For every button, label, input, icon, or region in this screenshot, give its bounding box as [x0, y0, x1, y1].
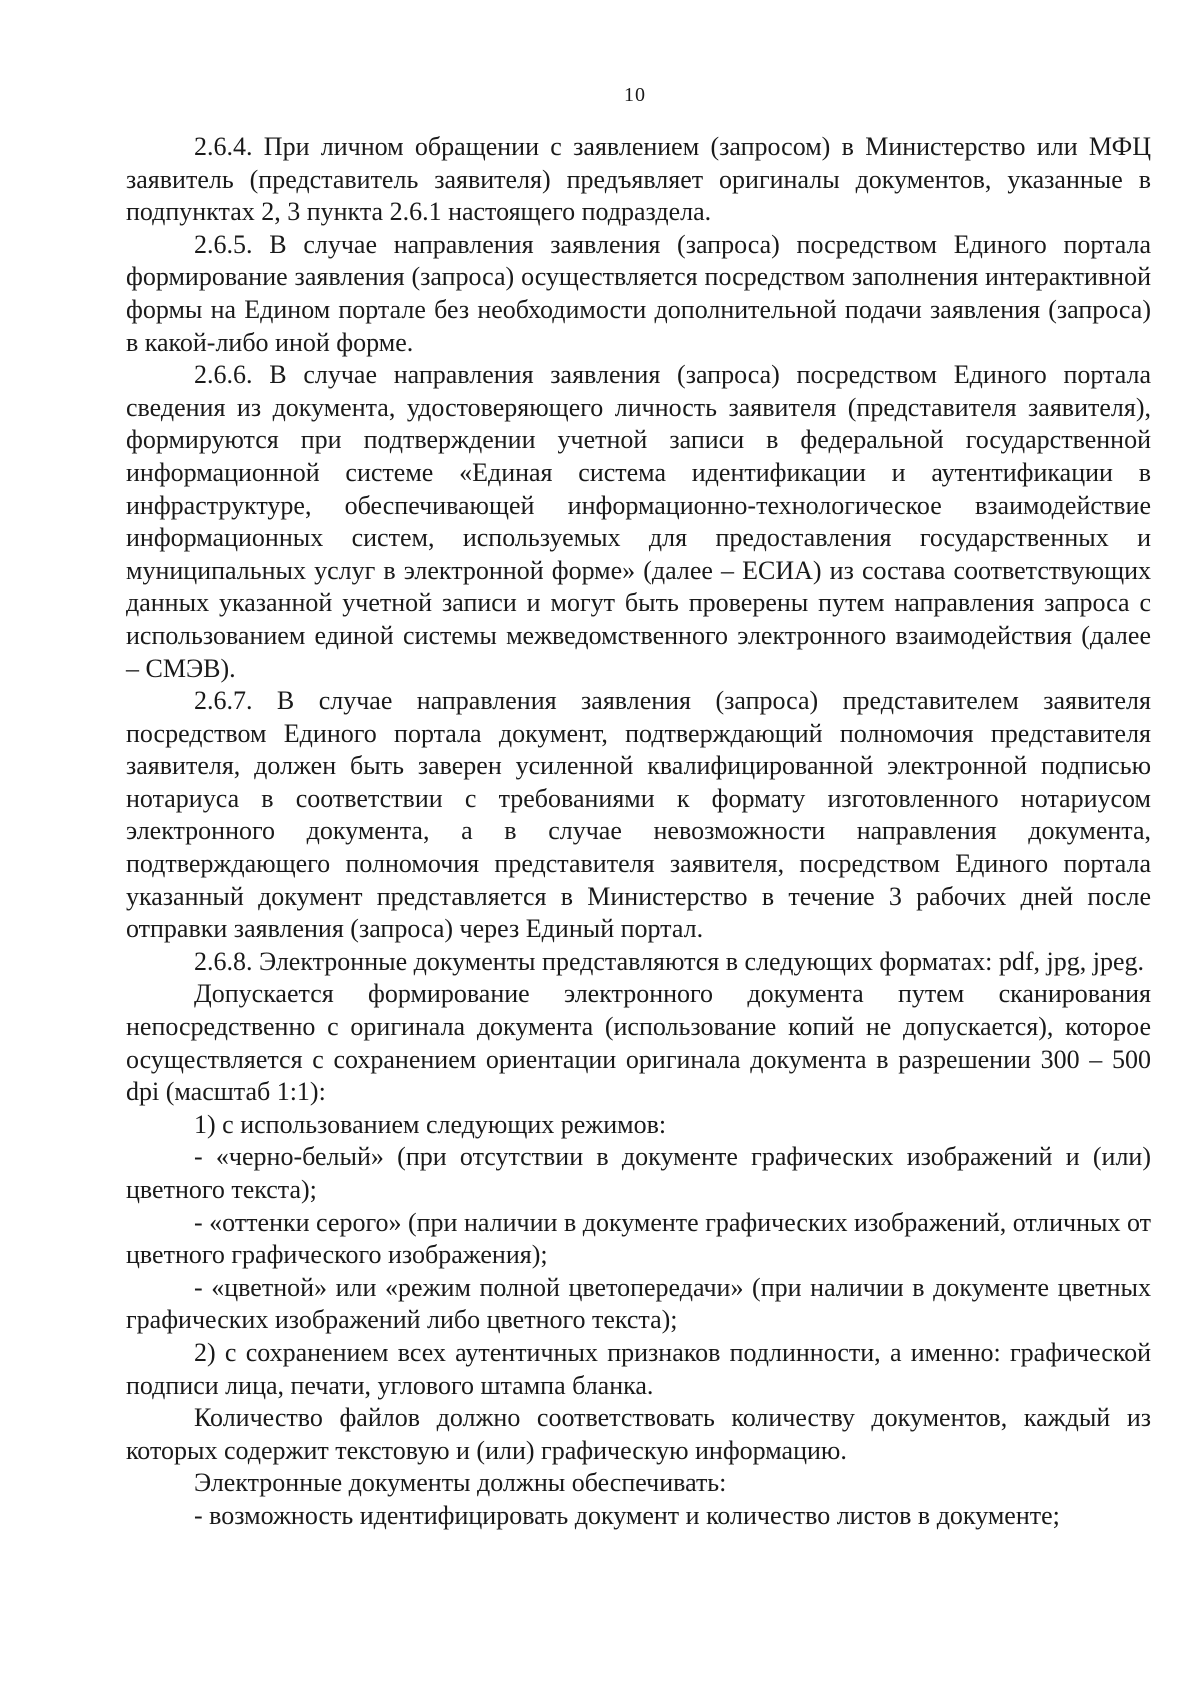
paragraph-modes-intro: 1) с использованием следующих режимов:	[194, 1109, 667, 1139]
paragraph-file-count: Количество файлов должно соответствовать количеству документов, каждый из которых содержит текстовую и (или) графическую информацию.	[126, 1403, 1151, 1465]
list-item-black-white: - «черно-белый» (при отсутствии в документе графических изображений и (или) цветного текста);	[126, 1142, 1151, 1204]
paragraph-scanning: Допускается формирование электронного документа путем сканирования непосредственно с оригинала документа (использование копий не допускается), которое осуществляется с сохранением ориентации оригинала документа в разрешении 300 – 500 dpi (масштаб 1:1):	[126, 979, 1151, 1107]
list-item-color: - «цветной» или «режим полной цветопередачи» (при наличии в документе цветных графических изображений либо цветного текста);	[126, 1272, 1151, 1335]
document-body	[126, 131, 1151, 1533]
paragraph-2-6-4: 2.6.4. При личном обращении с заявлением (запросом) в Министерство или МФЦ заявитель (представитель заявителя) предъявляет оригиналы документов, указанные в подпунктах 2, 3 пункта 2.6.1 настоящего подраздела.	[126, 132, 1151, 227]
paragraph-2-6-7: 2.6.7. В случае направления заявления (запроса) представителем заявителя посредством Единого портала документ, подтверждающий полномочия представителя заявителя, должен быть заверен усиленной квалифицированной электронной подписью нотариуса в соответствии с требованиями к формату изготовленного нотариусом электронного документа, а в случае невозможности направления документа, подтверждающего полномочия представителя заявителя, посредством Единого портала указанный документ представляется в Министерство в течение 3 рабочих дней после отправки заявления (запроса) через Единый портал.	[126, 686, 1151, 944]
paragraph-2-6-6: 2.6.6. В случае направления заявления (запроса) посредством Единого портала сведения из документа, удостоверяющего личность заявителя (представителя заявителя), формируются при подтверждении учетной записи в федеральной государственной информационной системе «Единая система идентификации и аутентификации в инфраструктуре, обеспечивающей информационно-технологическое взаимодействие информационных систем, используемых для предоставления государственных и муниципальных услуг в электронной форме» (далее – ЕСИА) из состава соответствующих данных указанной учетной записи и могут быть проверены путем направления запроса с использованием единой системы межведомственного электронного взаимодействия (далее – СМЭВ).	[126, 360, 1151, 683]
paragraph-2-6-8: 2.6.8. Электронные документы представляются в следующих форматах: pdf, jpg, jpeg.	[194, 946, 1145, 976]
paragraph-2-6-5: 2.6.5. В случае направления заявления (запроса) посредством Единого портала формирование заявления (запроса) осуществляется посредством заполнения интерактивной формы на Едином портале без необходимости дополнительной подачи заявления (запроса) в какой-либо иной форме.	[126, 229, 1151, 357]
list-item-identify: - возможность идентифицировать документ и количество листов в документе;	[194, 1500, 1060, 1530]
list-item-grayscale: - «оттенки серого» (при наличии в документе графических изображений, отличных от цветного графического изображения);	[126, 1207, 1151, 1270]
page-number: 10	[624, 84, 646, 106]
paragraph-requirements-intro: Электронные документы должны обеспечивать:	[194, 1468, 727, 1498]
paragraph-authenticity: 2) с сохранением всех аутентичных признаков подлинности, а именно: графической подписи лица, печати, углового штампа бланка.	[126, 1337, 1151, 1400]
